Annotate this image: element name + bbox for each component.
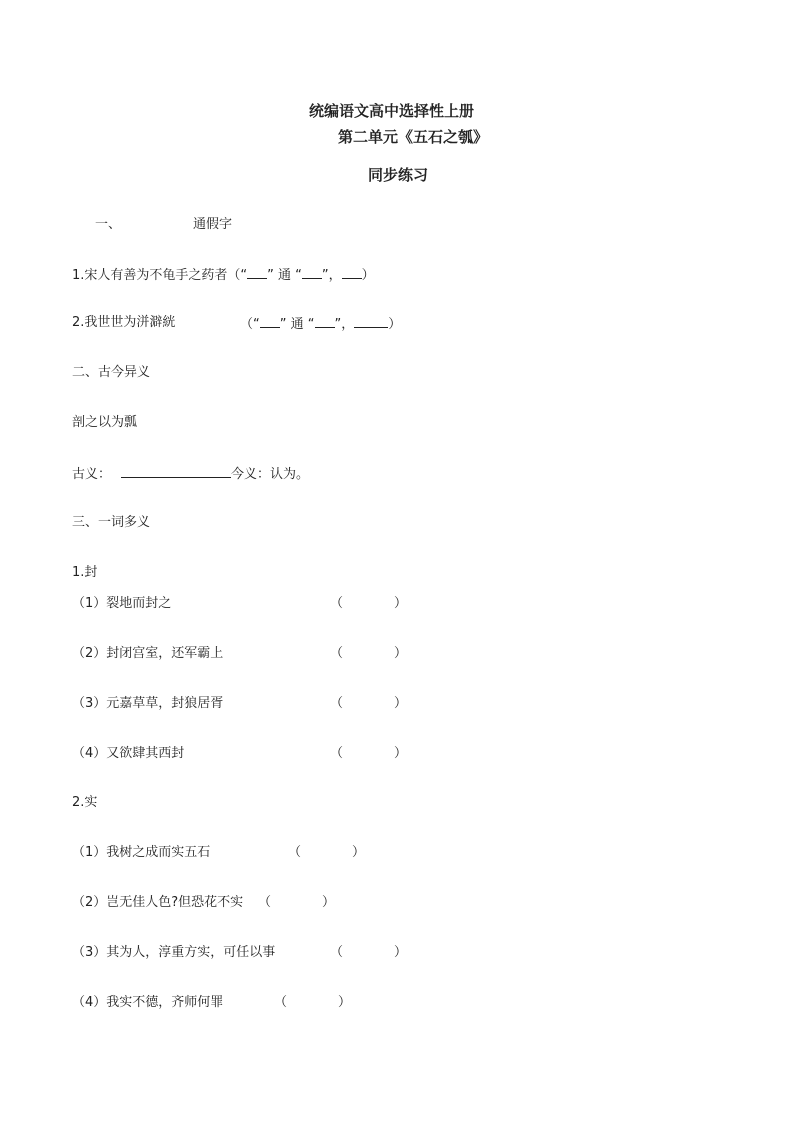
paren-close: ） (322, 895, 336, 910)
section-3-title: 三、一词多义 (72, 515, 151, 530)
ancient-meaning-blank[interactable] (121, 464, 231, 478)
question-text-part: ） (361, 268, 375, 283)
word-1-item-1: （1）裂地而封之 (72, 596, 172, 611)
answer-parens[interactable] (288, 844, 366, 862)
answer-blank[interactable] (342, 265, 362, 279)
paren-close: ） (394, 646, 408, 661)
paren-open: （ (330, 596, 344, 611)
question-1-2-answer (240, 314, 401, 334)
word-2-label: 2.实 (72, 795, 98, 810)
question-1-2 (72, 314, 175, 332)
ancient-meaning-label: 古义： (72, 467, 112, 482)
word-2-item-2: （2）岂无佳人色?但恐花不实 (72, 895, 244, 910)
paren-close: ） (338, 995, 352, 1010)
word-1-label: 1.封 (72, 565, 98, 580)
word-2-item-3: （3）其为人，淳重方实，可任以事 (72, 945, 276, 960)
paren-open: （ (330, 746, 344, 761)
answer-parens[interactable] (330, 944, 408, 962)
answer-blank[interactable] (247, 265, 267, 279)
section-1-number: 一、 (95, 217, 122, 232)
answer-parens[interactable] (330, 695, 408, 713)
paren-open: （ (274, 995, 288, 1010)
paren-close: ） (394, 696, 408, 711)
section-1-title: 通假字 (193, 217, 233, 232)
question-text: 2.我世世为洴澼絖 (72, 315, 176, 330)
paren-open: （ (330, 646, 344, 661)
paren-close: ） (394, 945, 408, 960)
question-text-part: （“ (240, 317, 260, 332)
answer-parens[interactable] (330, 645, 408, 663)
answer-blank[interactable] (260, 314, 280, 328)
paren-open: （ (288, 845, 302, 860)
question-text: 1.宋人有善为不龟手之药者（“ (72, 268, 248, 283)
exercise-heading: 同步练习 (368, 166, 429, 184)
question-text-part: ） (388, 317, 402, 332)
question-1-1 (72, 265, 375, 285)
paren-open: （ (330, 945, 344, 960)
section-2-title: 二、古今异义 (72, 365, 151, 380)
question-text-part: ”， (321, 268, 342, 283)
section-2-sentence: 剖之以为瓢 (72, 415, 138, 430)
page-subtitle-unit: 第二单元《五石之瓠》 (338, 128, 489, 146)
answer-parens[interactable] (258, 894, 336, 912)
word-2-item-4: （4）我实不德，齐师何罪 (72, 995, 224, 1010)
question-text-part: ”， (334, 317, 355, 332)
word-1-item-4: （4）又欲肆其西封 (72, 746, 185, 761)
paren-open: （ (258, 895, 272, 910)
answer-parens[interactable] (330, 595, 408, 613)
answer-blank[interactable] (354, 314, 388, 328)
modern-meaning: 今义：认为。 (231, 467, 310, 482)
answer-blank[interactable] (302, 265, 322, 279)
paren-close: ） (394, 596, 408, 611)
word-2-item-1: （1）我树之成而实五石 (72, 845, 211, 860)
answer-parens[interactable] (330, 745, 408, 763)
paren-open: （ (330, 696, 344, 711)
question-text-part: ” 通 “ (279, 317, 315, 332)
paren-close: ） (352, 845, 366, 860)
question-text-part: ” 通 “ (267, 268, 302, 283)
page-title: 统编语文高中选择性上册 (309, 102, 475, 120)
section-2-meanings (72, 464, 309, 484)
paren-close: ） (394, 746, 408, 761)
word-1-item-3: （3）元嘉草草，封狼居胥 (72, 696, 224, 711)
answer-parens[interactable] (274, 994, 352, 1012)
answer-blank[interactable] (315, 314, 335, 328)
word-1-item-2: （2）封闭宫室，还军霸上 (72, 646, 224, 661)
